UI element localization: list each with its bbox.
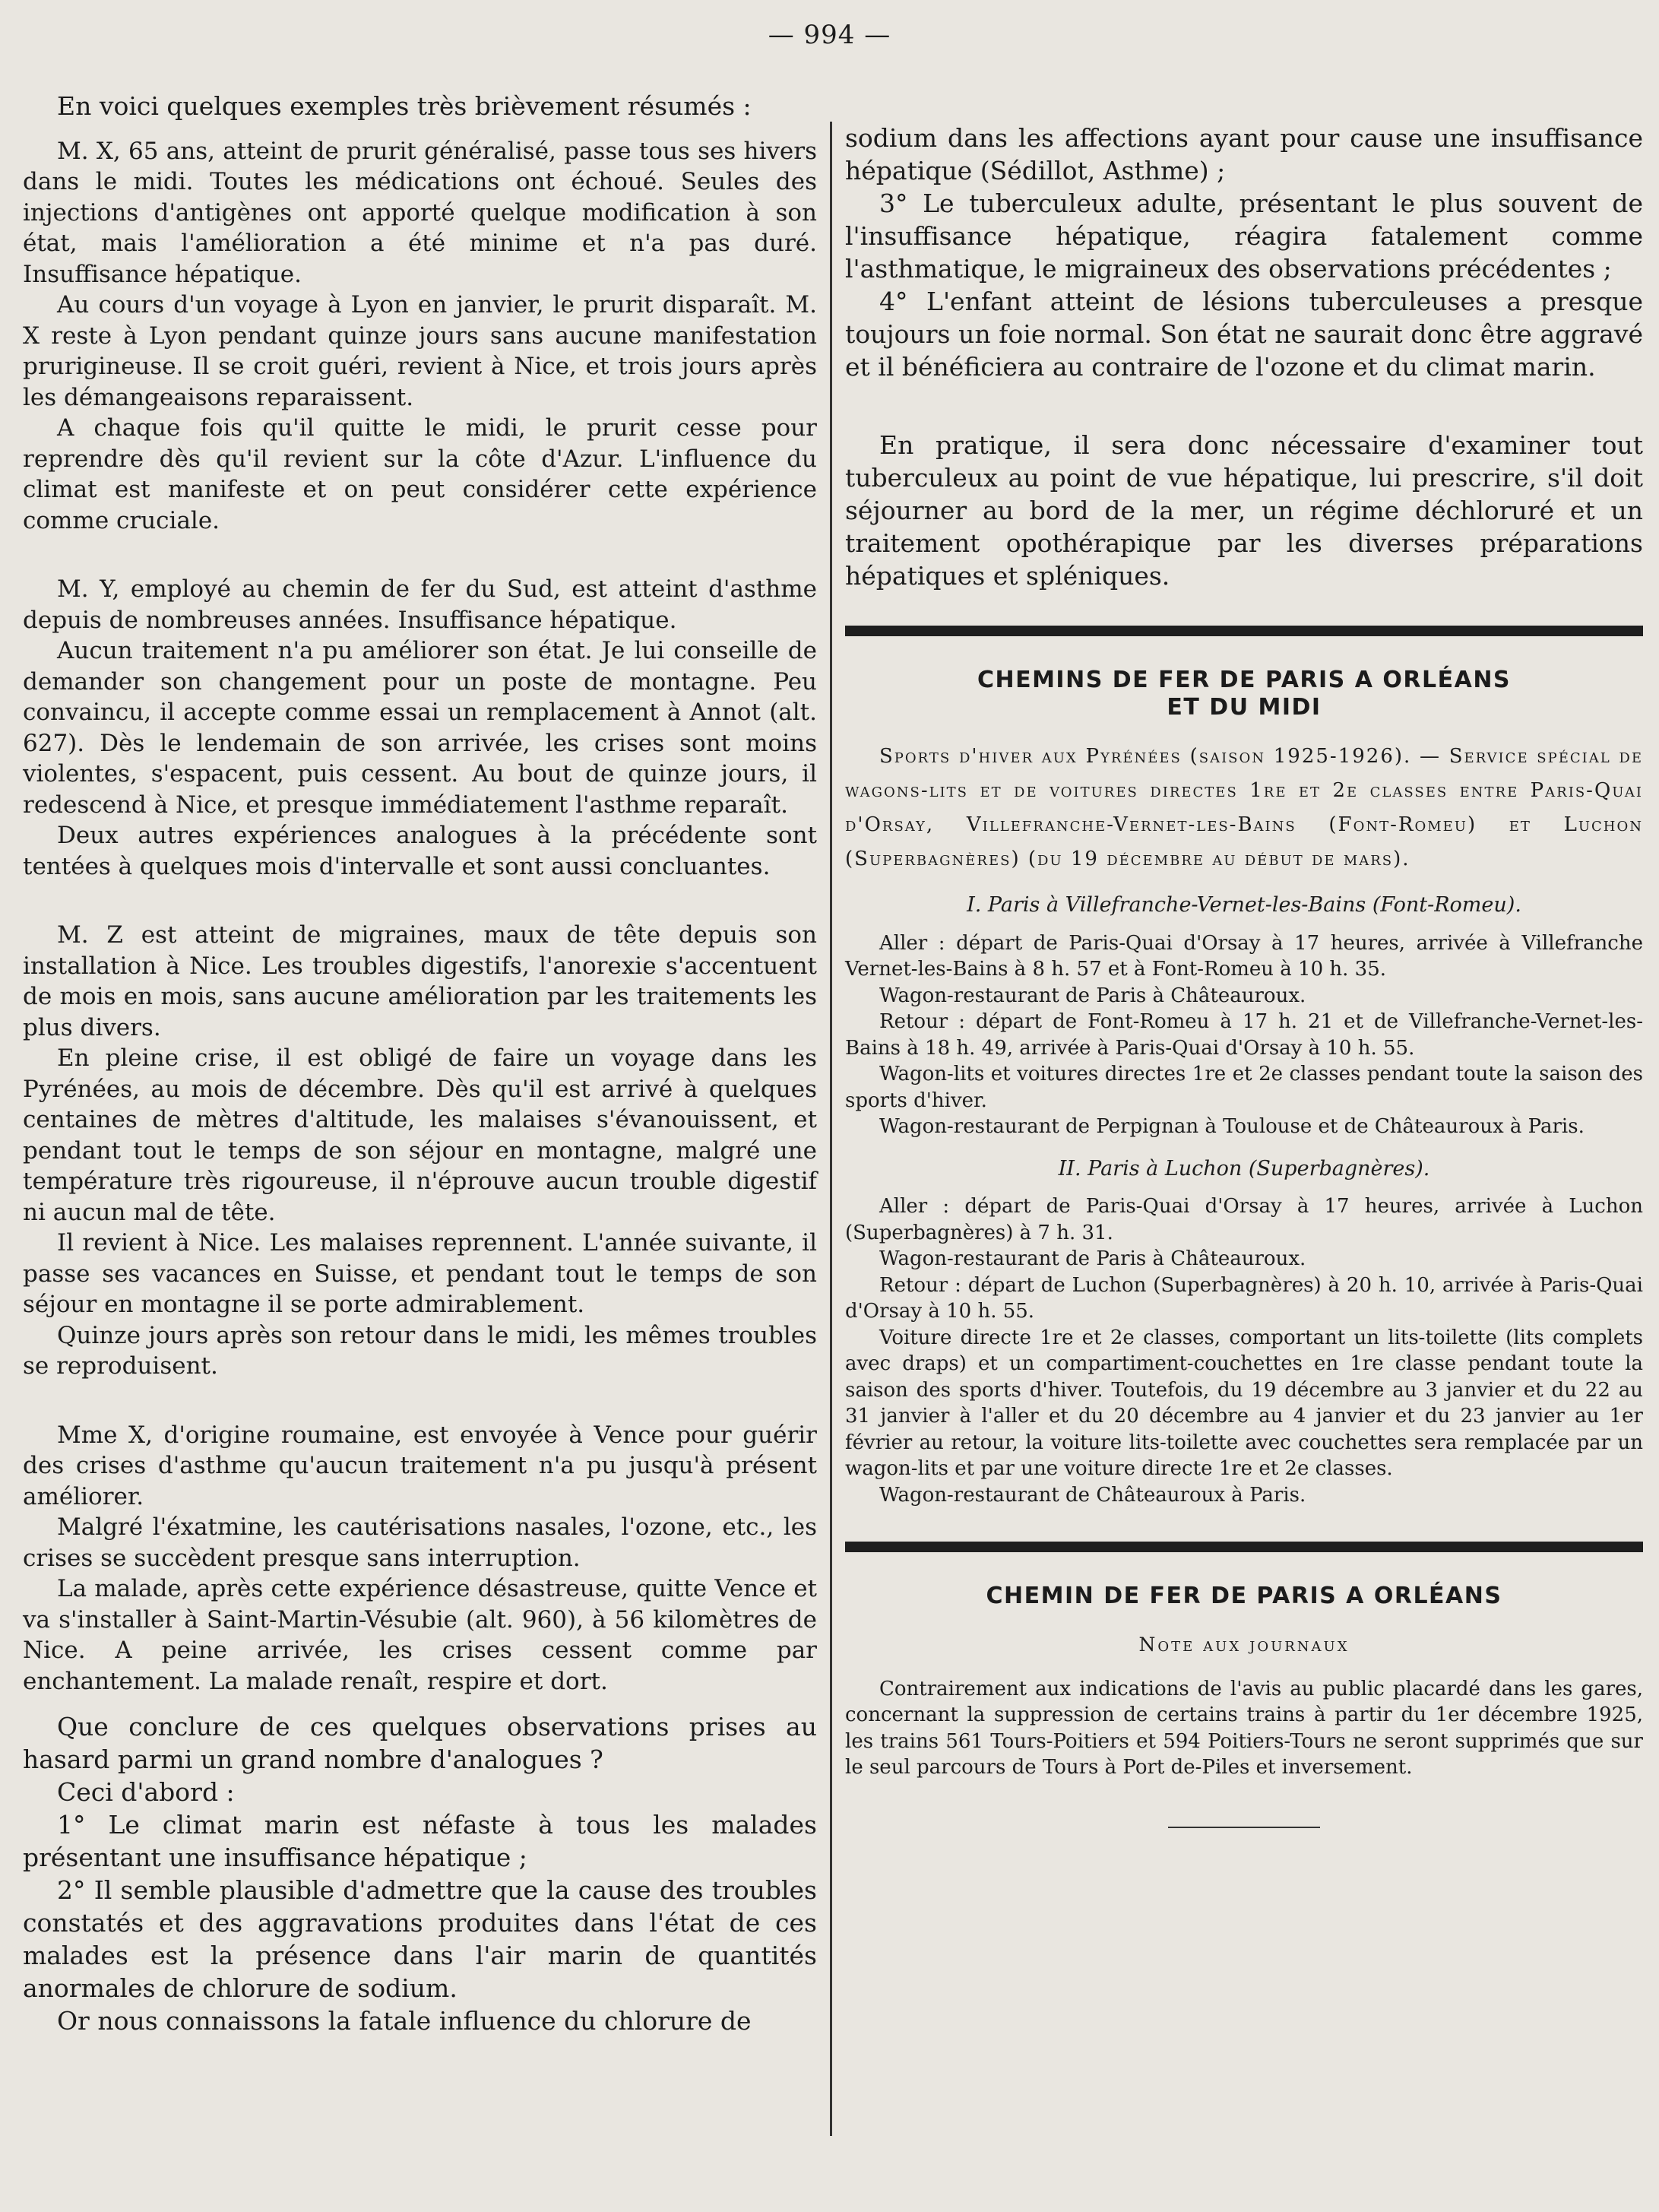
- schedule-line: Wagon-restaurant de Paris à Châteauroux.: [879, 984, 1306, 1007]
- paragraph: 2° Il semble plausible d'admettre que la cause des troubles constatés et des aggravations produites dans l'état de ces malades est la présence dans l'air marin de quantités anormales de chlorure de sodium.: [23, 1875, 817, 2003]
- schedule-line: Retour : départ de Luchon (Superbagnères) à 20 h. 10, arrivée à Paris-Quai d'Orsay à 10 h. 55.: [845, 1273, 1643, 1323]
- schedule-line: Retour : départ de Font-Romeu à 17 h. 21 et de Villefranche-Vernet-les-Bains à 18 h. 49, arrivée à Paris-Quai d'Orsay à 10 h. 55.: [845, 1010, 1643, 1060]
- paragraph: Il revient à Nice. Les malaises reprennent. L'année suivante, il passe ses vacances en Suisse, et pendant tout le temps de son séjour en montagne il se porte admirablement.: [23, 1229, 817, 1318]
- rail-intro: Sports d'hiver aux Pyrénées (saison 1925-1926). — Service spécial de wagons-lits et de voitures directes 1re et 2e classes entre Paris-Quai d'Orsay, Villefranche-Vernet-les-Bains (Font-Romeu) et Luchon (Superbagnères) (du 19 décembre au début de mars).: [845, 745, 1643, 870]
- paragraph: Malgré l'éxatmine, les cautérisations nasales, l'ozone, etc., les crises se succèdent presque sans interruption.: [23, 1513, 817, 1572]
- rail-notice-winter: [845, 667, 1643, 1508]
- section-title: CHEMIN DE FER DE PARIS A ORLÉANS: [986, 1583, 1502, 1609]
- left-column: [23, 91, 817, 2037]
- paragraph: La malade, après cette expérience désastreuse, quitte Vence et va s'installer à Saint-Martin-Vésubie (alt. 960), à 56 kilomètres de Nice. A peine arrivée, les crises cessent comme par enchantement. La malade renaît, respire et dort.: [23, 1575, 817, 1695]
- note-subtitle: Note aux journaux: [1138, 1634, 1350, 1656]
- paragraph: M. Y, employé au chemin de fer du Sud, est atteint d'asthme depuis de nombreuses années. Insuffisance hépatique.: [23, 575, 817, 634]
- continuation: [845, 122, 1643, 383]
- schedule-line: Wagon-lits et voitures directes 1re et 2e classes pendant toute la saison des sports d'hiver.: [845, 1063, 1643, 1112]
- schedule-line: Wagon-restaurant de Paris à Châteauroux.: [879, 1247, 1306, 1270]
- schedule-line: Voiture directe 1re et 2e classes, comportant un lits-toilette (lits complets avec draps) et un compartiment-couchettes en 1re classe pendant toute la saison des sports d'hiver. Toutefois, du 19 décembre au 3 janvier et du 22 au 31 janvier à l'aller et du 20 décembre au 4 janvier et du 23 janvier au 1er février au retour, la voiture lits-toilette avec couchettes sera remplacée par un wagon-lits et par une voiture directe 1re et 2e classes.: [845, 1326, 1643, 1480]
- paragraph: En pleine crise, il est obligé de faire un voyage dans les Pyrénées, au mois de décembre. Dès qu'il est arrivé à quelques centaines de mètres d'altitude, les malaises s'évanouissent, et pendant tout le temps de son séjour en montagne, malgré une température très rigoureuse, il n'éprouve aucun trouble digestif ni aucun mal de tête.: [23, 1044, 817, 1226]
- paragraph: Au cours d'un voyage à Lyon en janvier, le prurit disparaît. M. X reste à Lyon pendant quinze jours sans aucune manifestation prurigineuse. Il se croit guéri, revient à Nice, et trois jours après les démangeaisons reparaissent.: [23, 291, 817, 411]
- case-mme-x: [23, 1420, 817, 1697]
- paragraph: 4° L'enfant atteint de lésions tuberculeuses a presque toujours un foie normal. Son état ne saurait donc être aggravé et il bénéficiera au contraire de l'ozone et du climat marin.: [845, 287, 1643, 382]
- route-heading: II. Paris à Luchon (Superbagnères).: [1058, 1156, 1430, 1180]
- rail-notice-journaux: [845, 1583, 1643, 1828]
- paragraph: Ceci d'abord :: [57, 1777, 235, 1807]
- paragraph: Que conclure de ces quelques observations prises au hasard parmi un grand nombre d'analogues ?: [23, 1712, 817, 1774]
- route-heading: I. Paris à Villefranche-Vernet-les-Bains (Font-Romeu).: [967, 893, 1521, 917]
- practice-paragraph: En pratique, il sera donc nécessaire d'examiner tout tuberculeux au point de vue hépatique, lui prescrire, s'il doit séjourner au bord de la mer, un régime déchloruré et un traitement opothérapique par les diverses préparations hépatiques et spléniques.: [845, 430, 1643, 591]
- schedule-luchon: [845, 1193, 1643, 1508]
- paragraph: Aucun traitement n'a pu améliorer son état. Je lui conseille de demander son changement pour un poste de montagne. Peu convaincu, il accepte comme essai un remplacement à Annot (alt. 627). Dès le lendemain de son arrivée, les crises sont moins violentes, s'espacent, puis cessent. Au bout de quinze jours, il redescend à Nice, et presque immédiatement l'asthme reparaît.: [23, 637, 817, 819]
- column-divider: [830, 122, 832, 2136]
- section-title: CHEMINS DE FER DE PARIS A ORLÉANS: [977, 667, 1512, 693]
- paragraph: M. X, 65 ans, atteint de prurit généralisé, passe tous ses hivers dans le midi. Toutes les médications ont échoué. Seules des injections d'antigènes ont apporté quelque modification à son état, mais l'amélioration a été minime et n'a pas duré. Insuffisance hépatique.: [23, 137, 817, 288]
- conclusion: [23, 1710, 817, 2037]
- notice-body: Contrairement aux indications de l'avis au public placardé dans les gares, concernant la suppression de certains trains à partir du 1er décembre 1925, les trains 561 Tours-Poitiers et 594 Poitiers-Tours ne seront supprimés que sur le seul parcours de Tours à Port de-Piles et inversement.: [845, 1677, 1643, 1779]
- paragraph: Deux autres expériences analogues à la précédente sont tentées à quelques mois d'intervalle et sont aussi concluantes.: [23, 822, 817, 880]
- page-number: — 994 —: [768, 20, 891, 50]
- schedule-villefranche: [845, 930, 1643, 1140]
- schedule-line: Wagon-restaurant de Châteauroux à Paris.: [879, 1483, 1306, 1507]
- paragraph: Or nous connaissons la fatale influence du chlorure de: [57, 2006, 752, 2036]
- paragraph: sodium dans les affections ayant pour cause une insuffisance hépatique (Sédillot, Asthme) ;: [845, 123, 1643, 185]
- paragraph: 1° Le climat marin est néfaste à tous les malades présentant une insuffisance hépatique ;: [23, 1810, 817, 1872]
- section-rule: [845, 1542, 1643, 1552]
- case-x: [23, 136, 817, 537]
- case-z: [23, 920, 817, 1382]
- paragraph: M. Z est atteint de migraines, maux de tête depuis son installation à Nice. Les troubles digestifs, l'anorexie s'accentuent de mois en mois, sans aucune amélioration par les traitements les plus divers.: [23, 921, 817, 1041]
- schedule-line: Wagon-restaurant de Perpignan à Toulouse et de Châteauroux à Paris.: [879, 1115, 1585, 1138]
- schedule-line: Aller : départ de Paris-Quai d'Orsay à 17 heures, arrivée à Luchon (Superbagnères) à 7 h. 31.: [845, 1195, 1643, 1244]
- section-title-line2: ET DU MIDI: [1167, 694, 1322, 721]
- end-rule: [1168, 1827, 1320, 1828]
- paragraph: Mme X, d'origine roumaine, est envoyée à Vence pour guérir des crises d'asthme qu'aucun traitement n'a pu jusqu'à présent améliorer.: [23, 1421, 817, 1510]
- intro-line: En voici quelques exemples très brièvement résumés :: [57, 91, 752, 121]
- section-rule: [845, 626, 1643, 636]
- case-y: [23, 574, 817, 882]
- paragraph: A chaque fois qu'il quitte le midi, le prurit cesse pour reprendre dès qu'il revient sur la côte d'Azur. L'influence du climat est manifeste et on peut considérer cette expérience comme cruciale.: [23, 414, 817, 534]
- paragraph: Quinze jours après son retour dans le midi, les mêmes troubles se reproduisent.: [23, 1321, 817, 1380]
- paragraph: 3° Le tuberculeux adulte, présentant le plus souvent de l'insuffisance hépatique, réagira fatalement comme l'asthmatique, le migraineux des observations précédentes ;: [845, 189, 1643, 284]
- right-column: [845, 122, 1643, 1828]
- schedule-line: Aller : départ de Paris-Quai d'Orsay à 17 heures, arrivée à Villefranche Vernet-les-Bains à 8 h. 57 et à Font-Romeu à 10 h. 35.: [845, 931, 1643, 981]
